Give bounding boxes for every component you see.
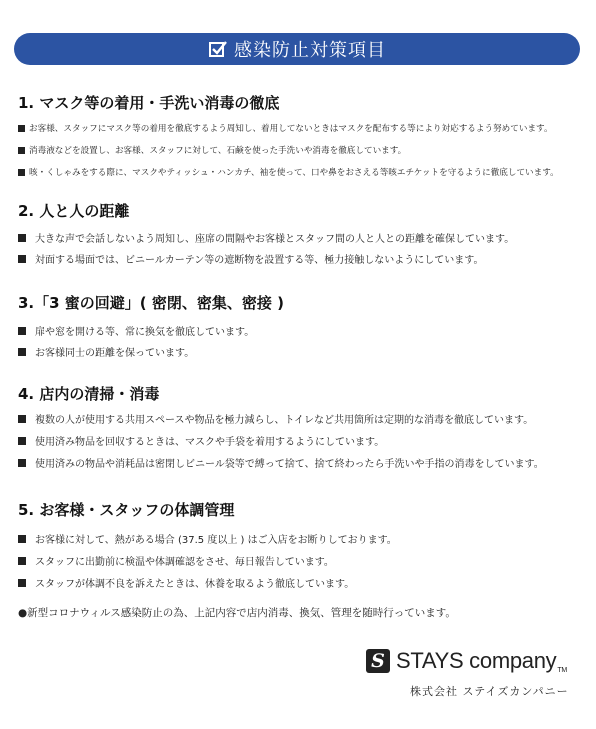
bullet-square — [18, 147, 25, 154]
list-item: 複数の人が使用する共用スペースや物品を極力減らし、トイレなど共用箇所は定期的な消毒を徹底しています。 — [18, 411, 533, 426]
bullet-square — [18, 557, 26, 565]
logo-text: STAYS companyTM — [396, 648, 567, 674]
trademark: TM — [557, 667, 567, 674]
list-item: スタッフが体調不良を訴えたときは、休養を取るよう徹底しています。 — [18, 575, 354, 590]
list-item: お客様同士の距離を保っています。 — [18, 344, 194, 359]
bullet-square — [18, 234, 26, 242]
bullet-square — [18, 327, 26, 335]
list-item: スタッフに出勤前に検温や体調確認をさせ、毎日報告しています。 — [18, 553, 334, 568]
bullet-square — [18, 535, 26, 543]
bullet-square — [18, 579, 26, 587]
list-item: 対面する場面では、ビニールカーテン等の遮断物を設置する等、極力接触しないようにしています。 — [18, 251, 484, 266]
company-name: 株式会社 ステイズカンパニー — [410, 685, 569, 698]
section-title-2: 2. 人と人の距離 — [18, 202, 130, 220]
logo-mark-icon: S — [366, 649, 390, 673]
bullet-square — [18, 459, 26, 467]
bullet-square — [18, 169, 25, 176]
bullet-square — [18, 125, 25, 132]
bullet-square — [18, 255, 26, 263]
bullet-square — [18, 415, 26, 423]
header-banner — [14, 33, 580, 65]
list-item: 扉や窓を開ける等、常に換気を徹底しています。 — [18, 323, 254, 338]
company-logo — [366, 648, 567, 674]
section-title-3: 3.「3 蜜の回避」( 密閉、密集、密接 ) — [18, 294, 284, 312]
footer-note: ●新型コロナウィルス感染防止の為、上記内容で店内消毒、換気、管理を随時行っています。 — [18, 607, 456, 619]
section-title-5: 5. お客様・スタッフの体調管理 — [18, 501, 235, 519]
list-item: 使用済み物品を回収するときは、マスクや手袋を着用するようにしています。 — [18, 433, 384, 448]
section-title-1: 1. マスク等の着用・手洗い消毒の徹底 — [18, 94, 280, 112]
list-item: お客様、スタッフにマスク等の着用を徹底するよう周知し、着用してないときはマスクを配布する等により対応するよう努めています。 — [18, 122, 553, 134]
list-item: 咳・くしゃみをする際に、マスクやティッシュ・ハンカチ、袖を使って、口や鼻をおさえる等咳エチケットを守るように徹底しています。 — [18, 166, 559, 178]
checkbox-check-icon — [208, 39, 228, 59]
list-item: 大きな声で会話しないよう周知し、座席の間隔やお客様とスタッフ間の人と人との距離を確保しています。 — [18, 230, 514, 245]
section-title-4: 4. 店内の清掃・消毒 — [18, 385, 160, 403]
banner-title: 感染防止対策項目 — [234, 40, 386, 61]
bullet-square — [18, 437, 26, 445]
list-item: 消毒液などを設置し、お客様、スタッフに対して、石鹸を使った手洗いや消毒を徹底しています。 — [18, 144, 406, 156]
list-item: 使用済みの物品や消耗品は密閉しビニール袋等で縛って捨て、捨て終わったら手洗いや手指の消毒をしています。 — [18, 455, 544, 470]
bullet-square — [18, 348, 26, 356]
list-item: お客様に対して、熱がある場合 (37.5 度以上 ) はご入店をお断りしております。 — [18, 531, 397, 546]
